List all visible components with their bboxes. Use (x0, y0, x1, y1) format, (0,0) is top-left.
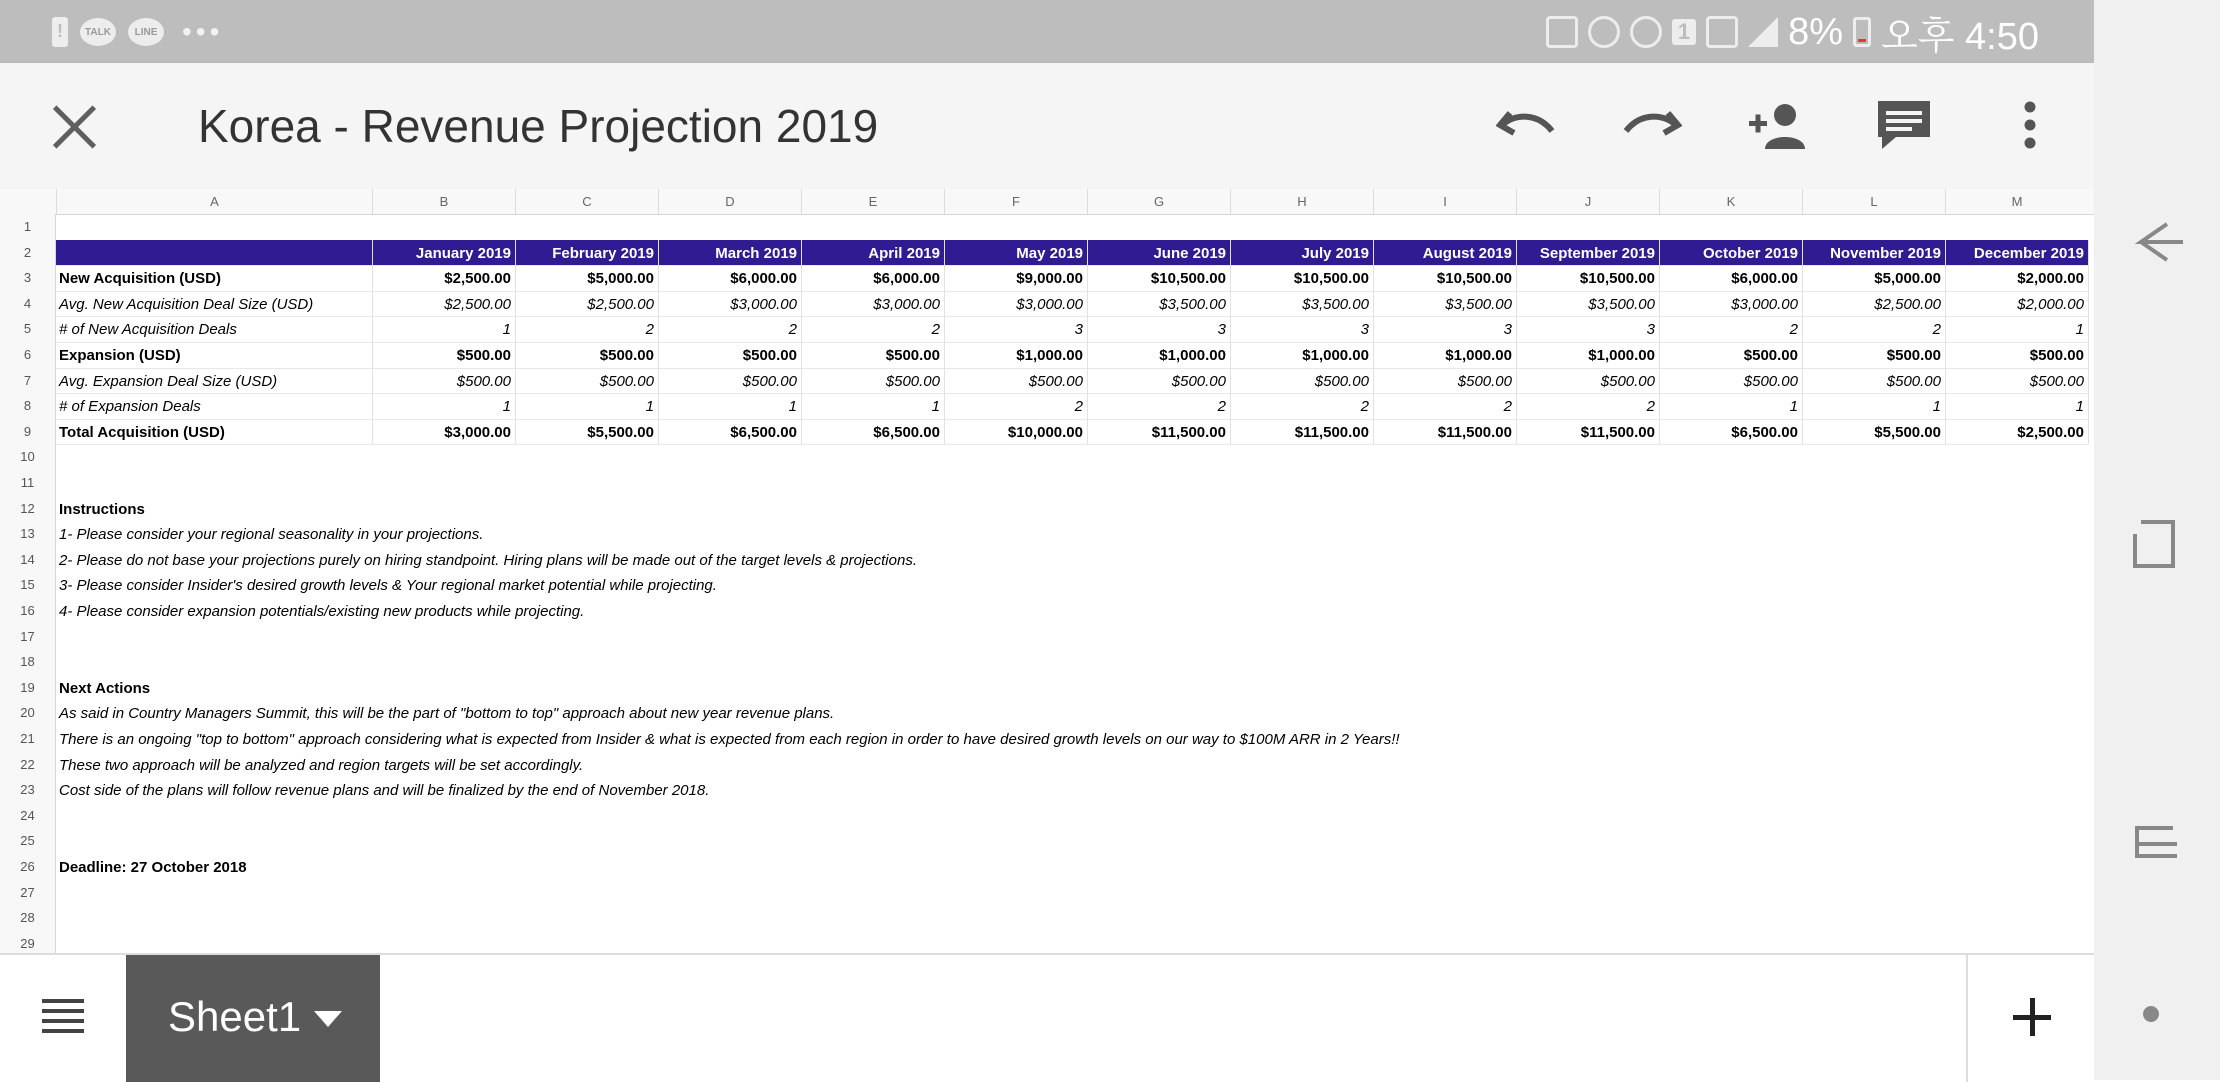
data-cell[interactable]: $2,500.00 (444, 270, 511, 288)
row-header-29[interactable]: 29 (20, 935, 35, 951)
data-cell[interactable]: $500.00 (1314, 372, 1369, 390)
data-cell[interactable]: 3 (1360, 321, 1369, 339)
note-cell[interactable]: 4- Please consider expansion potentials/existing new products while projecting. (59, 603, 585, 620)
row-header-26[interactable]: 26 (20, 859, 35, 874)
note-cell[interactable]: Deadline: 27 October 2018 (59, 859, 247, 876)
wifi-icon (1630, 16, 1662, 48)
data-cell[interactable]: $500.00 (1886, 347, 1941, 364)
data-cell[interactable]: $500.00 (2029, 347, 2084, 364)
data-cell[interactable]: $2,000.00 (2017, 295, 2084, 313)
data-cell[interactable]: $6,000.00 (1731, 270, 1798, 288)
column-header-l[interactable]: L (1802, 189, 1945, 214)
data-cell[interactable]: $5,000.00 (587, 270, 654, 288)
data-cell[interactable]: $11,500.00 (1294, 423, 1369, 441)
data-cell[interactable]: 1 (2075, 398, 2084, 416)
data-cell[interactable]: $2,000.00 (2017, 270, 2084, 288)
roaming-icon (1706, 16, 1738, 48)
row-label[interactable]: Avg. New Acquisition Deal Size (USD) (59, 295, 314, 313)
data-cell[interactable]: $3,000.00 (1731, 295, 1798, 313)
data-cell[interactable]: $500.00 (456, 372, 511, 390)
month-header[interactable]: October 2019 (1702, 244, 1798, 262)
kakaotalk-icon: TALK (80, 18, 116, 46)
recents-icon[interactable] (2127, 818, 2187, 878)
data-cell[interactable]: $500.00 (1171, 372, 1226, 390)
data-cell[interactable]: $1,000.00 (1445, 347, 1512, 364)
month-header[interactable]: November 2019 (1830, 244, 1941, 262)
data-cell[interactable]: $1,000.00 (1588, 347, 1655, 364)
row-header-7[interactable]: 7 (23, 372, 32, 388)
row-header-3[interactable]: 3 (23, 270, 32, 286)
more-notifications-icon: ••• (182, 16, 224, 47)
data-cell[interactable]: $500.00 (1457, 372, 1512, 390)
row-header-24[interactable]: 24 (20, 807, 35, 823)
data-cell[interactable]: $500.00 (742, 372, 797, 390)
add-person-icon[interactable] (1746, 93, 1810, 157)
line-icon: LINE (128, 18, 164, 46)
row-label[interactable]: # of Expansion Deals (59, 398, 201, 416)
row-header-1[interactable]: 1 (23, 219, 32, 234)
row-label[interactable]: # of New Acquisition Deals (59, 321, 237, 339)
data-cell[interactable]: $6,000.00 (730, 270, 797, 288)
data-cell[interactable]: 3 (1646, 321, 1655, 339)
row-header-12[interactable]: 12 (20, 500, 35, 516)
close-icon[interactable] (48, 101, 100, 153)
navigation-bar (2094, 0, 2220, 1080)
column-header-j[interactable]: J (1516, 189, 1659, 214)
spreadsheet-grid[interactable] (0, 189, 2094, 953)
data-cell[interactable]: 1 (502, 398, 511, 416)
note-cell[interactable]: Next Actions (59, 679, 151, 697)
data-cell[interactable]: $6,500.00 (873, 423, 940, 441)
battery-alert-icon (52, 17, 68, 47)
row-header-15[interactable]: 15 (20, 577, 35, 593)
column-header-b[interactable]: B (372, 189, 515, 214)
data-cell[interactable]: $500.00 (1886, 372, 1941, 390)
sheet-tab[interactable] (126, 955, 380, 1082)
row-header-20[interactable]: 20 (20, 705, 35, 721)
data-cell[interactable]: 2 (1074, 398, 1083, 416)
note-cell[interactable]: Cost side of the plans will follow revenue plans and will be finalized by the end of November 2018. (59, 782, 710, 800)
row-header-22[interactable]: 22 (20, 756, 35, 772)
sim-icon: 1 (1672, 19, 1696, 45)
row-header-19[interactable]: 19 (20, 679, 35, 695)
column-headers (0, 189, 2094, 215)
data-cell[interactable]: 1 (1789, 398, 1798, 416)
data-cell[interactable]: 2 (1932, 321, 1941, 339)
data-cell[interactable]: $500.00 (742, 347, 797, 364)
row-header-4[interactable]: 4 (23, 295, 32, 311)
month-header[interactable]: August 2019 (1422, 244, 1512, 262)
column-header-f[interactable]: F (944, 189, 1087, 214)
app-bar (0, 63, 2094, 189)
note-cell[interactable]: 1- Please consider your regional seasonality in your projections. (59, 526, 484, 544)
data-cell[interactable]: $2,500.00 (2017, 423, 2084, 441)
data-cell[interactable]: $500.00 (1743, 347, 1798, 364)
column-header-e[interactable]: E (801, 189, 944, 214)
data-cell[interactable]: $6,000.00 (873, 270, 940, 288)
row-header-16[interactable]: 16 (20, 603, 35, 618)
select-all-corner[interactable] (0, 189, 56, 214)
document-title: Korea - Revenue Projection 2019 (198, 100, 879, 152)
column-header-k[interactable]: K (1659, 189, 1802, 214)
data-cell[interactable]: $500.00 (599, 372, 654, 390)
dropdown-arrow-icon (314, 1011, 342, 1027)
row-header-25[interactable]: 25 (20, 833, 35, 849)
data-cell[interactable]: $2,500.00 (1874, 295, 1941, 313)
data-cell[interactable]: $1,000.00 (1016, 347, 1083, 364)
row-header-9[interactable]: 9 (23, 423, 32, 439)
data-cell[interactable]: $500.00 (1600, 372, 1655, 390)
data-cell[interactable]: $3,500.00 (1588, 295, 1655, 313)
data-cell[interactable]: $3,500.00 (1445, 295, 1512, 313)
data-cell[interactable]: 1 (931, 398, 940, 416)
status-bar (0, 0, 2094, 63)
row-label[interactable]: New Acquisition (USD) (59, 270, 221, 288)
month-header[interactable]: January 2019 (415, 244, 511, 262)
data-cell[interactable]: $1,000.00 (1302, 347, 1369, 364)
data-cell[interactable]: $500.00 (1028, 372, 1083, 390)
note-cell[interactable]: Instructions (59, 500, 145, 518)
sheets-menu-icon[interactable] (42, 997, 84, 1037)
data-cell[interactable]: $500.00 (456, 347, 511, 364)
row-headers (0, 214, 56, 953)
month-header[interactable]: September 2019 (1539, 244, 1655, 262)
data-cell[interactable]: $500.00 (599, 347, 654, 364)
data-cell[interactable]: $3,000.00 (1016, 295, 1083, 313)
data-cell[interactable]: $9,000.00 (1016, 270, 1083, 288)
data-cell[interactable]: 1 (502, 321, 511, 339)
mute-icon (1546, 16, 1578, 48)
column-header-g[interactable]: G (1087, 189, 1230, 214)
notification-icons (52, 14, 223, 50)
data-cell[interactable]: $500.00 (885, 372, 940, 390)
battery-icon (1853, 17, 1871, 47)
back-icon[interactable] (2127, 210, 2187, 270)
data-cell[interactable]: 3 (1217, 321, 1226, 339)
nav-dot-icon (2127, 984, 2187, 1044)
data-cell[interactable]: $11,500.00 (1151, 423, 1226, 441)
note-cell[interactable]: As said in Country Managers Summit, this will be the part of "bottom to top" approach about new year revenue plans. (59, 705, 835, 723)
note-cell[interactable]: There is an ongoing "top to bottom" approach considering what is expected from Insider & what is expected from each region in order to have desired growth levels on our way to $100M ARR in 2 Years!! (59, 731, 1400, 748)
row-label[interactable]: Expansion (USD) (59, 347, 181, 364)
data-cell[interactable]: 1 (788, 398, 797, 416)
month-header[interactable]: June 2019 (1153, 244, 1226, 262)
row-header-28[interactable]: 28 (20, 910, 35, 926)
add-sheet-button[interactable] (1966, 955, 2096, 1082)
redo-icon[interactable] (1620, 93, 1684, 157)
note-cell[interactable]: 2- Please do not base your projections purely on hiring standpoint. Hiring plans will be made out of the target levels & projections. (59, 551, 917, 569)
clock: 오후 4:50 (1881, 15, 2039, 58)
column-header-c[interactable]: C (515, 189, 658, 214)
signal-icon (1748, 17, 1778, 47)
column-header-h[interactable]: H (1230, 189, 1373, 214)
comment-icon[interactable] (1872, 93, 1936, 157)
data-cell[interactable]: $10,500.00 (1436, 270, 1512, 288)
data-cell[interactable]: $5,500.00 (1874, 423, 1941, 441)
data-cell[interactable]: 2 (645, 321, 654, 339)
grid-line (56, 444, 2088, 445)
row-header-21[interactable]: 21 (20, 731, 35, 746)
note-cell[interactable]: These two approach will be analyzed and region targets will be set accordingly. (59, 756, 584, 774)
data-cell[interactable]: 2 (931, 321, 940, 339)
row-header-17[interactable]: 17 (20, 628, 35, 644)
data-cell[interactable]: $6,500.00 (730, 423, 797, 441)
column-header-a[interactable]: A (56, 189, 372, 214)
data-cell[interactable]: $2,500.00 (444, 295, 511, 313)
data-cell[interactable]: $1,000.00 (1159, 347, 1226, 364)
row-header-13[interactable]: 13 (20, 526, 35, 542)
data-cell[interactable]: 1 (645, 398, 654, 416)
more-vert-icon[interactable] (1998, 93, 2062, 157)
month-header[interactable]: May 2019 (1016, 244, 1083, 262)
data-cell[interactable]: 2 (1789, 321, 1798, 339)
data-cell[interactable]: $2,500.00 (587, 295, 654, 313)
data-cell[interactable]: $500.00 (1743, 372, 1798, 390)
data-cell[interactable]: $3,000.00 (444, 423, 511, 441)
column-header-i[interactable]: I (1373, 189, 1516, 214)
column-header-d[interactable]: D (658, 189, 801, 214)
data-cell[interactable]: 2 (1503, 398, 1512, 416)
row-header-2[interactable]: 2 (23, 244, 32, 260)
data-cell[interactable]: $500.00 (2029, 372, 2084, 390)
data-cell[interactable]: $10,500.00 (1293, 270, 1369, 288)
undo-icon[interactable] (1494, 93, 1558, 157)
data-cell[interactable]: 2 (1360, 398, 1369, 416)
alarm-icon (1588, 16, 1620, 48)
data-cell[interactable]: 1 (2075, 321, 2084, 339)
row-header-27[interactable]: 27 (20, 884, 35, 900)
data-cell[interactable]: 3 (1074, 321, 1083, 339)
month-header[interactable]: March 2019 (715, 244, 797, 262)
row-header-23[interactable]: 23 (20, 782, 35, 798)
sheet-bar (0, 953, 2094, 1082)
data-cell[interactable]: $10,000.00 (1007, 423, 1083, 441)
battery-percent: 8% (1788, 10, 1844, 53)
row-label[interactable]: Avg. Expansion Deal Size (USD) (59, 372, 278, 390)
month-header[interactable]: July 2019 (1301, 244, 1369, 262)
row-header-5[interactable]: 5 (23, 321, 32, 337)
cell-area[interactable] (56, 214, 2094, 953)
row-header-11[interactable]: 11 (20, 475, 35, 490)
data-cell[interactable]: 2 (1217, 398, 1226, 416)
grid-line (2088, 240, 2089, 445)
month-header[interactable]: April 2019 (868, 244, 940, 262)
row-header-8[interactable]: 8 (23, 398, 32, 414)
data-cell[interactable]: $5,000.00 (1874, 270, 1941, 288)
data-cell[interactable]: 1 (1932, 398, 1941, 416)
data-cell[interactable]: $3,000.00 (730, 295, 797, 313)
data-cell[interactable]: $3,500.00 (1159, 295, 1226, 313)
data-cell[interactable]: 3 (1503, 321, 1512, 339)
data-cell[interactable]: 2 (1646, 398, 1655, 416)
row-header-14[interactable]: 14 (20, 551, 35, 567)
row-header-6[interactable]: 6 (23, 347, 32, 362)
system-icons (1546, 8, 2039, 56)
data-cell[interactable]: $6,500.00 (1731, 423, 1798, 441)
month-header[interactable]: February 2019 (552, 244, 654, 262)
data-cell[interactable]: $500.00 (885, 347, 940, 364)
row-header-18[interactable]: 18 (20, 654, 35, 670)
sheet-tab-label: Sheet1 (168, 993, 302, 1040)
data-cell[interactable]: $11,500.00 (1437, 423, 1512, 441)
data-cell[interactable]: $10,500.00 (1150, 270, 1226, 288)
data-cell[interactable]: $3,000.00 (873, 295, 940, 313)
data-cell[interactable]: $3,500.00 (1302, 295, 1369, 313)
data-cell[interactable]: $10,500.00 (1579, 270, 1655, 288)
home-icon[interactable] (2127, 514, 2187, 574)
data-cell[interactable]: $11,500.00 (1580, 423, 1655, 441)
data-cell[interactable]: $5,500.00 (587, 423, 654, 441)
data-cell[interactable]: 2 (788, 321, 797, 339)
column-header-m[interactable]: M (1945, 189, 2088, 214)
row-label[interactable]: Total Acquisition (USD) (59, 423, 225, 441)
note-cell[interactable]: 3- Please consider Insider's desired growth levels & Your regional market potential while projecting. (59, 577, 717, 595)
row-header-10[interactable]: 10 (20, 449, 35, 465)
month-header[interactable]: December 2019 (1973, 244, 2084, 262)
